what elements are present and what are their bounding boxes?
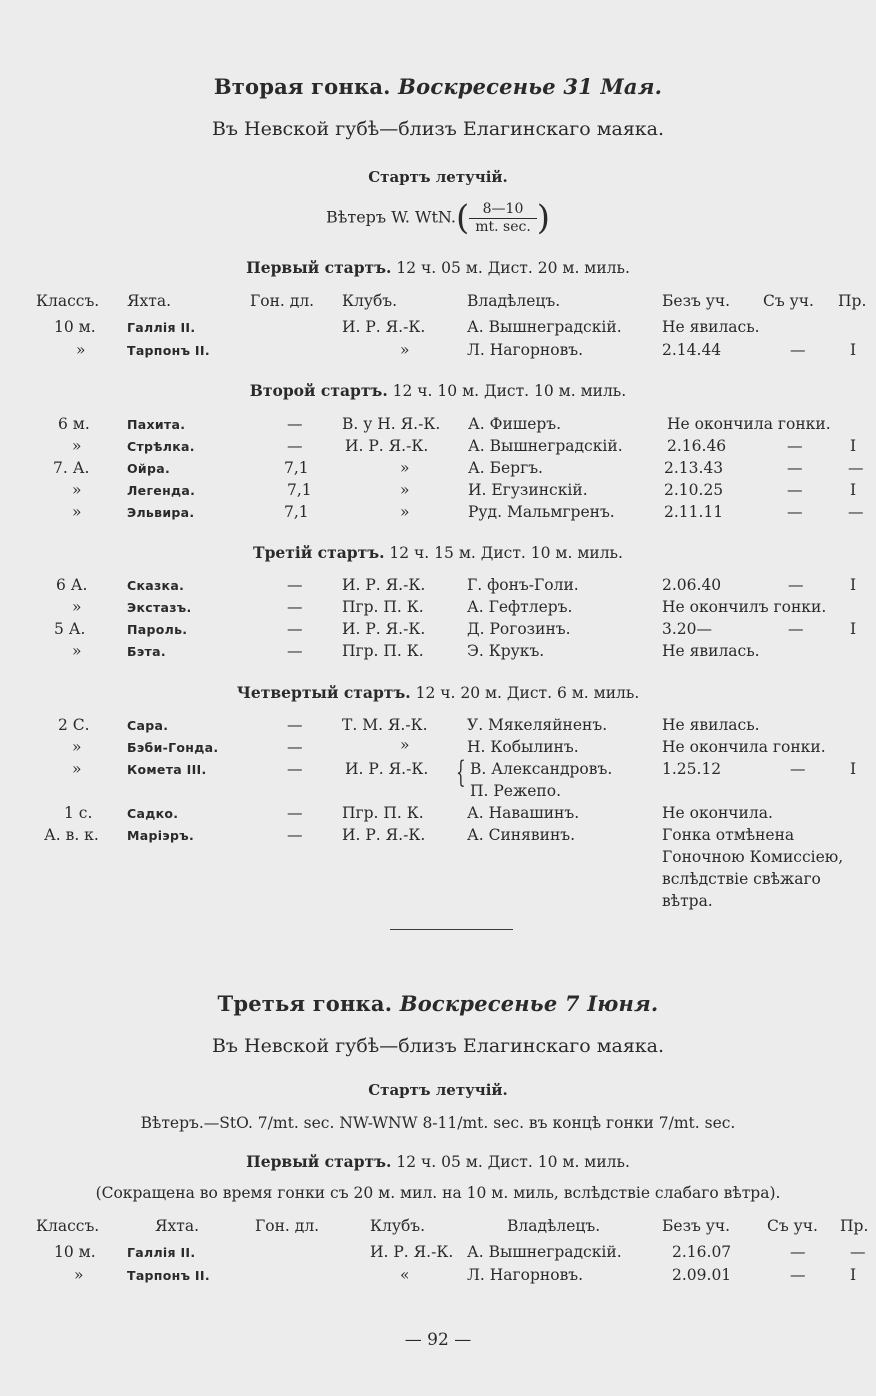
row-yacht: Пахита. xyxy=(127,417,186,432)
row-club: » xyxy=(400,736,410,754)
row-owner: Л. Нагорновъ. xyxy=(467,1266,584,1284)
row-length: — xyxy=(287,620,303,638)
row-time: 2.16.46 xyxy=(667,437,727,455)
start-label: Четвертый стартъ. xyxy=(236,683,411,702)
row-time: Не явилась. xyxy=(662,716,760,734)
start-details: 12 ч. 05 м. Дист. 10 м. миль. xyxy=(391,1153,630,1171)
row-club: И. Р. Я.-К. xyxy=(345,437,429,455)
race3-wind: Вѣтеръ.—StO. 7/mt. sec. NW-WNW 8-11/mt. sec. въ концѣ гонки 7/mt. sec. xyxy=(140,1114,736,1132)
race3-title-bold: Третья гонка. xyxy=(217,991,393,1016)
row-owner: Л. Нагорновъ. xyxy=(467,341,584,359)
race2-location: Въ Невской губѣ—близъ Елагинскаго маяка. xyxy=(211,118,665,140)
row-time-note: вслѣдствіе свѣжаго xyxy=(662,870,821,888)
row-time: 2.13.43 xyxy=(664,459,724,477)
row-yacht: Легенда. xyxy=(127,483,196,498)
row-length: — xyxy=(287,415,303,433)
row-class: 1 с. xyxy=(64,804,93,822)
row-class: » xyxy=(74,1266,84,1284)
row-corrected: — xyxy=(787,437,803,455)
row-class: » xyxy=(76,341,86,359)
row-time-note: вѣтра. xyxy=(662,892,713,910)
start-details: 12 ч. 20 м. Дист. 6 м. миль. xyxy=(410,684,640,702)
row-class: 10 м. xyxy=(54,1243,96,1261)
row-club: В. у Н. Я.-К. xyxy=(342,415,441,433)
row-club: И. Р. Я.-К. xyxy=(345,760,429,778)
race3-title xyxy=(0,991,876,1016)
col-length: Гон. дл. xyxy=(255,1217,320,1235)
row-corrected: — xyxy=(790,1243,806,1261)
row-co-owner: П. Режепо. xyxy=(470,782,561,800)
col-corrected: Съ уч. xyxy=(763,292,814,310)
col-prize: Пр. xyxy=(838,292,867,310)
race2-wind-label: Вѣтеръ W. WtN. xyxy=(325,207,456,227)
row-yacht: Галлія II. xyxy=(127,320,196,335)
race2-start3-heading xyxy=(0,543,876,562)
col-length: Гон. дл. xyxy=(250,292,315,310)
row-club: » xyxy=(400,341,410,359)
row-club: И. Р. Я.-К. xyxy=(342,620,426,638)
row-time: Гонка отмѣнена xyxy=(662,826,795,844)
race3-start-type: Стартъ летучій. xyxy=(368,1081,508,1099)
row-yacht: Ойра. xyxy=(127,461,171,476)
row-club: Пгр. П. К. xyxy=(342,642,424,660)
col-corrected: Съ уч. xyxy=(767,1217,818,1235)
start-details: 12 ч. 10 м. Дист. 10 м. миль. xyxy=(387,382,627,400)
row-club: И. Р. Я.-К. xyxy=(370,1243,454,1261)
row-yacht: Экстазъ. xyxy=(127,600,192,615)
row-length: — xyxy=(287,760,303,778)
row-club: Т. М. Я.-К. xyxy=(342,716,428,734)
col-time: Безъ уч. xyxy=(662,292,731,310)
row-time-note: Гоночною Комиссіею, xyxy=(662,848,844,866)
row-time: 2.06.40 xyxy=(662,576,722,594)
start-label: Первый стартъ. xyxy=(246,258,392,277)
row-prize: — xyxy=(850,1243,866,1261)
row-corrected: — xyxy=(790,1266,806,1284)
row-class: 10 м. xyxy=(54,318,96,336)
start-details: 12 ч. 05 м. Дист. 20 м. миль. xyxy=(391,259,630,277)
row-prize: I xyxy=(850,437,857,455)
row-corrected: — xyxy=(790,760,806,778)
row-club: Пгр. П. К. xyxy=(342,804,424,822)
row-club: И. Р. Я.-К. xyxy=(342,576,426,594)
row-owner: А. Вышнеградскій. xyxy=(467,318,622,336)
start-label: Третій стартъ. xyxy=(253,543,385,562)
row-prize: I xyxy=(850,481,857,499)
page-number: — 92 — xyxy=(404,1330,472,1350)
row-yacht: Сара. xyxy=(127,718,169,733)
row-yacht: Сказка. xyxy=(127,578,185,593)
row-club: Пгр. П. К. xyxy=(342,598,424,616)
row-yacht: Стрѣлка. xyxy=(127,439,195,454)
row-owner: Э. Крукъ. xyxy=(467,642,545,660)
wind-numerator: 8—10 xyxy=(469,201,537,218)
col-prize: Пр. xyxy=(840,1217,869,1235)
race2-wind: Вѣтеръ W. WtN.( $\frac{8—10}{mt. \sec.}$ ) xyxy=(325,198,551,238)
row-time: 2.11.11 xyxy=(664,503,724,521)
row-class: » xyxy=(72,738,82,756)
row-club: » xyxy=(400,481,410,499)
brace-icon: { xyxy=(456,755,466,790)
row-time: Не окончилъ гонки. xyxy=(662,598,827,616)
race3-location: Въ Невской губѣ—близъ Елагинскаго маяка. xyxy=(211,1035,665,1057)
race2-start-type: Стартъ летучій. xyxy=(368,168,508,186)
col-club: Клубъ. xyxy=(370,1217,426,1235)
row-length: 7,1 xyxy=(284,459,309,477)
row-prize: I xyxy=(850,1266,857,1284)
col-yacht: Яхта. xyxy=(127,292,172,310)
row-class: 5 А. xyxy=(54,620,86,638)
row-owner: А. Гефтлеръ. xyxy=(467,598,573,616)
row-class: » xyxy=(72,598,82,616)
race3-title-date: Воскресенье 7 Іюня. xyxy=(399,991,659,1016)
row-prize: — xyxy=(848,503,864,521)
row-class: 6 м. xyxy=(58,415,90,433)
row-time: Не явилась. xyxy=(662,642,760,660)
row-length: 7,1 xyxy=(287,481,312,499)
row-club: » xyxy=(400,503,410,521)
row-class: » xyxy=(72,437,82,455)
row-yacht: Тарпонъ II. xyxy=(127,343,210,358)
row-owner: А. Вышнеградскій. xyxy=(467,1243,622,1261)
row-time: Не окончила гонки. xyxy=(662,738,826,756)
row-time: Не окончила гонки. xyxy=(667,415,831,433)
row-prize: I xyxy=(850,620,857,638)
race2-start2-heading xyxy=(0,381,876,400)
row-corrected: — xyxy=(788,576,804,594)
col-yacht: Яхта. xyxy=(155,1217,200,1235)
row-length: — xyxy=(287,716,303,734)
row-yacht: Садко. xyxy=(127,806,179,821)
row-owner: А. Фишеръ. xyxy=(468,415,562,433)
row-time: 2.10.25 xyxy=(664,481,724,499)
race2-title-date: Воскресенье 31 Мая. xyxy=(398,74,663,99)
row-time: 3.20— xyxy=(662,620,713,638)
row-owner: И. Егузинскій. xyxy=(468,481,588,499)
row-class: » xyxy=(72,503,82,521)
row-owner: Д. Рогозинъ. xyxy=(467,620,571,638)
row-length: 7,1 xyxy=(284,503,309,521)
col-class: Классъ. xyxy=(36,292,100,310)
row-owner: Г. фонъ-Голи. xyxy=(467,576,579,594)
row-time: Не явилась. xyxy=(662,318,760,336)
col-club: Клубъ. xyxy=(342,292,398,310)
row-yacht: Бэта. xyxy=(127,644,166,659)
row-class: » xyxy=(72,642,82,660)
row-owner: У. Мякеляйненъ. xyxy=(467,716,608,734)
race2-title xyxy=(0,74,876,99)
row-time: 2.16.07 xyxy=(672,1243,732,1261)
race3-start1-note: (Сокращена во время гонки съ 20 м. мил. на 10 м. миль, вслѣдствіе слабаго вѣтра). xyxy=(95,1184,781,1202)
row-class: 6 А. xyxy=(56,576,88,594)
row-yacht: Эльвира. xyxy=(127,505,195,520)
row-owner: А. Навашинъ. xyxy=(467,804,580,822)
col-class: Классъ. xyxy=(36,1217,100,1235)
row-class: » xyxy=(72,481,82,499)
col-owner: Владѣлецъ. xyxy=(467,292,561,310)
row-owner: Н. Кобылинъ. xyxy=(467,738,579,756)
row-owner: В. Александровъ. xyxy=(470,760,613,778)
row-length: — xyxy=(287,826,303,844)
row-prize: I xyxy=(850,576,857,594)
row-yacht: Бэби-Гонда. xyxy=(127,740,219,755)
row-length: — xyxy=(287,804,303,822)
row-class: 2 С. xyxy=(58,716,90,734)
row-time: 2.14.44 xyxy=(662,341,722,359)
race3-start1-heading xyxy=(0,1152,876,1171)
race2-start1-heading xyxy=(0,258,876,277)
race2-start4-heading xyxy=(0,683,876,702)
row-owner: А. Вышнеградскій. xyxy=(468,437,623,455)
row-time: Не окончила. xyxy=(662,804,773,822)
row-class: » xyxy=(72,760,82,778)
row-yacht: Галлія II. xyxy=(127,1245,196,1260)
row-club: И. Р. Я.-К. xyxy=(342,318,426,336)
start-label: Первый стартъ. xyxy=(246,1152,392,1171)
row-length: — xyxy=(287,738,303,756)
row-corrected: — xyxy=(790,341,806,359)
row-yacht: Маріэръ. xyxy=(127,828,195,843)
start-label: Второй стартъ. xyxy=(249,381,388,400)
row-length: — xyxy=(287,437,303,455)
row-class: 7. А. xyxy=(53,459,90,477)
row-time: 2.09.01 xyxy=(672,1266,732,1284)
race2-wind-fraction xyxy=(469,201,537,234)
row-club: И. Р. Я.-К. xyxy=(342,826,426,844)
row-prize: — xyxy=(848,459,864,477)
row-club: » xyxy=(400,459,410,477)
race2-title-bold: Вторая гонка. xyxy=(213,74,391,99)
row-prize: I xyxy=(850,760,857,778)
row-length: — xyxy=(287,598,303,616)
col-owner: Владѣлецъ. xyxy=(507,1217,601,1235)
row-owner: А. Синявинъ. xyxy=(467,826,576,844)
row-owner: Руд. Мальмгренъ. xyxy=(468,503,615,521)
start-details: 12 ч. 15 м. Дист. 10 м. миль. xyxy=(384,544,623,562)
row-prize: I xyxy=(850,341,857,359)
col-time: Безъ уч. xyxy=(662,1217,731,1235)
section-divider xyxy=(390,929,513,930)
row-yacht: Тарпонъ II. xyxy=(127,1268,210,1283)
row-class: А. в. к. xyxy=(44,826,99,844)
row-length: — xyxy=(287,642,303,660)
row-time: 1.25.12 xyxy=(662,760,722,778)
row-yacht: Комета III. xyxy=(127,762,207,777)
wind-denominator: mt. sec. xyxy=(475,218,531,235)
row-corrected: — xyxy=(788,620,804,638)
row-owner: А. Бергъ. xyxy=(468,459,543,477)
row-club: « xyxy=(400,1266,410,1284)
row-length: — xyxy=(287,576,303,594)
row-corrected: — xyxy=(787,459,803,477)
row-corrected: — xyxy=(787,503,803,521)
row-yacht: Пароль. xyxy=(127,622,188,637)
row-corrected: — xyxy=(787,481,803,499)
